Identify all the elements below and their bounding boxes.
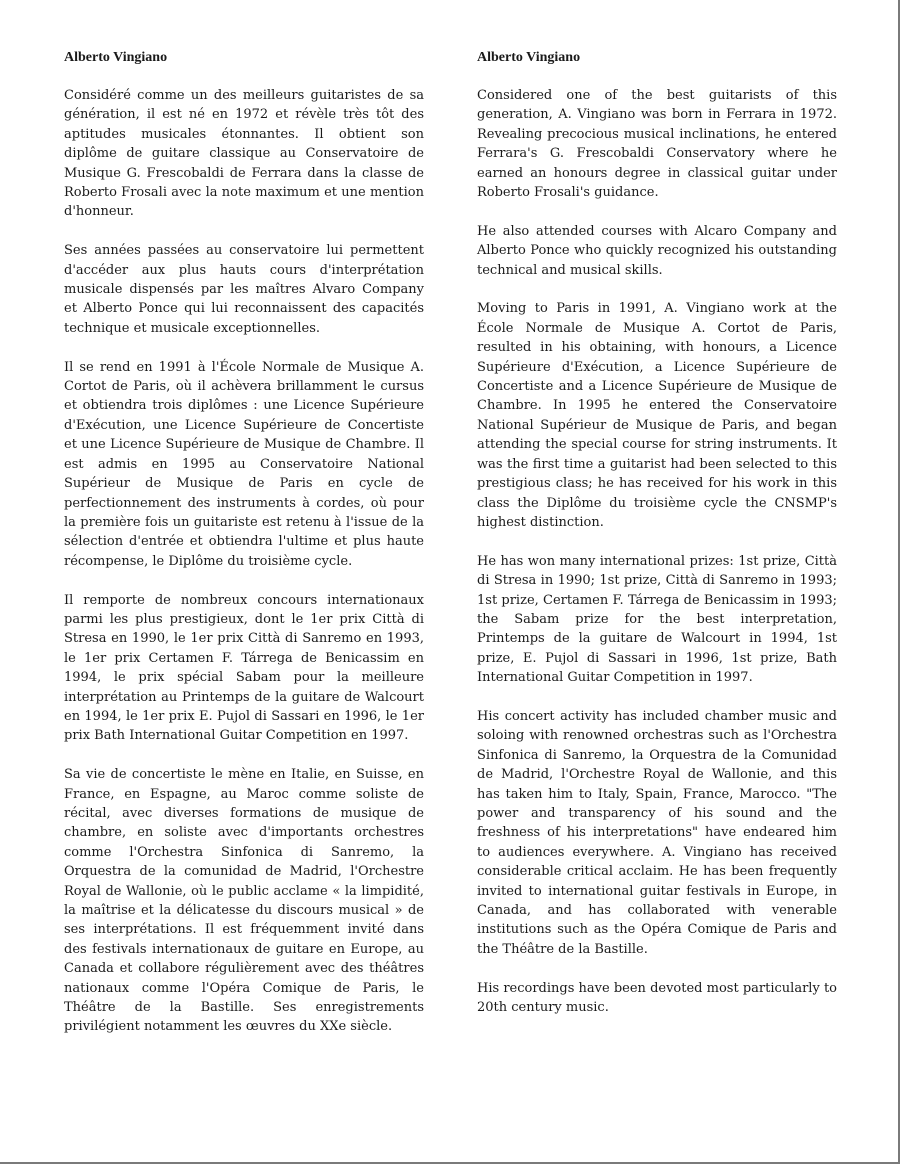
- english-paragraph-1: Considered one of the best guitarists of this generation, A. Vingiano was born in Ferrara in 1972. Revealing precocious musical inclinations, he entered Ferrara's G. Frescobaldi Conservatory where he earned an honours degree in classical guitar under Roberto Frosali's guidance.: [477, 88, 837, 201]
- french-paragraph-4: Il remporte de nombreux concours internationaux parmi les plus prestigieux, dont le 1er prix Città di Stresa en 1990, le 1er prix Città di Sanremo en 1993, le 1er prix Certamen F. Tárrega de Benicassim en 1994, le prix spécial Sabam pour la meilleure interprétation au Printemps de la guitare de Walcourt en 1994, le 1er prix E. Pujol di Sassari en 1996, le 1er prix Bath International Guitar Competition en 1997.: [64, 592, 424, 744]
- english-heading: Alberto Vingiano: [477, 50, 581, 65]
- french-paragraph-2: Ses années passées au conservatoire lui permettent d'accéder aux plus hauts cours d'interprétation musicale dispensés par les maîtres Alvaro Company et Alberto Ponce qui lui reconnaissent des capacités technique et musicale exceptionnelles.: [64, 243, 424, 336]
- english-paragraph-4: He has won many international prizes: 1st prize, Città di Stresa in 1990; 1st prize, Città di Sanremo in 1993; 1st prize, Certamen F. Tárrega de Benicassim in 1993; the Sabam prize for the best interpretation, Printemps de la guitare de Walcourt in 1994, 1st prize, E. Pujol di Sassari in 1996, 1st prize, Bath International Guitar Competition in 1997.: [477, 553, 837, 686]
- english-column: [477, 48, 837, 1037]
- french-paragraph-5: Sa vie de concertiste le mène en Italie, en Suisse, en France, en Espagne, au Maroc comme soliste de récital, avec diverses formations de musique de chambre, en soliste avec d'importants orchestres comme l'Orchestra Sinfonica di Sanremo, la Orquestra de la comunidad de Madrid, l'Orchestre Royal de Wallonie, où le public acclame « la limpidité, la maîtrise et la délicatesse du discours musical » de ses interprétations. Il est fréquemment invité dans des festivals internationaux de guitare en Europe, au Canada et collabore régulièrement avec des théâtres nationaux comme l'Opéra Comique de Paris, le Théâtre de la Bastille. Ses enregistrements privilégient notamment les œuvres du XXe siècle.: [64, 767, 424, 1035]
- english-paragraph-3: Moving to Paris in 1991, A. Vingiano work at the École Normale de Musique A. Cortot de Paris, resulted in his obtaining, with honours, a Licence Supérieure d'Exécution, a Licence Supérieure de Concertiste and a Licence Supérieure de Musique de Chambre. In 1995 he entered the Conservatoire National Supérieur de Musique de Paris, and began attending the special course for string instruments. It was the first time a guitarist had been selected to this prestigious class; he has received for his work in this class the Diplôme du troisième cycle the CNSMP's highest distinction.: [477, 301, 837, 530]
- french-paragraph-3: Il se rend en 1991 à l'École Normale de Musique A. Cortot de Paris, où il achèvera brillamment le cursus et obtiendra trois diplômes : une Licence Supérieure d'Exécution, une Licence Supérieure de Concertiste et une Licence Supérieure de Musique de Chambre. Il est admis en 1995 au Conservatoire National Supérieur de Musique de Paris en cycle de perfectionnement des instruments à cordes, où pour la première fois un guitariste est retenu à l'issue de la sélection d'entrée et obtiendra l'ultime et plus haute récompense, le Diplôme du troisième cycle.: [64, 359, 424, 569]
- french-column: [64, 48, 424, 1056]
- french-heading: Alberto Vingiano: [64, 50, 168, 65]
- english-paragraph-2: He also attended courses with Alcaro Company and Alberto Ponce who quickly recognized his outstanding technical and musical skills.: [477, 223, 837, 278]
- french-paragraph-1: Considéré comme un des meilleurs guitaristes de sa génération, il est né en 1972 et révèle très tôt des aptitudes musicales étonnantes. Il obtient son diplôme de guitare classique au Conservatoire de Musique G. Frescobaldi de Ferrara dans la classe de Roberto Frosali avec la note maximum et une mention d'honneur.: [64, 88, 424, 220]
- english-paragraph-5: His concert activity has included chamber music and soloing with renowned orchestras such as l'Orchestra Sinfonica di Sanremo, la Orquestra de la Comunidad de Madrid, l'Orchestre Royal de Wallonie, and this has taken him to Italy, Spain, France, Marocco. "The power and transparency of his sound and the freshness of his interpretations" have endeared him to audiences everywhere. A. Vingiano has received considerable critical acclaim. He has been frequently invited to international guitar festivals in Europe, in Canada, and has collaborated with venerable institutions such as the Opéra Comique de Paris and the Théâtre de la Bastille.: [477, 708, 837, 957]
- english-paragraph-6: His recordings have been devoted most particularly to 20th century music.: [477, 980, 837, 1016]
